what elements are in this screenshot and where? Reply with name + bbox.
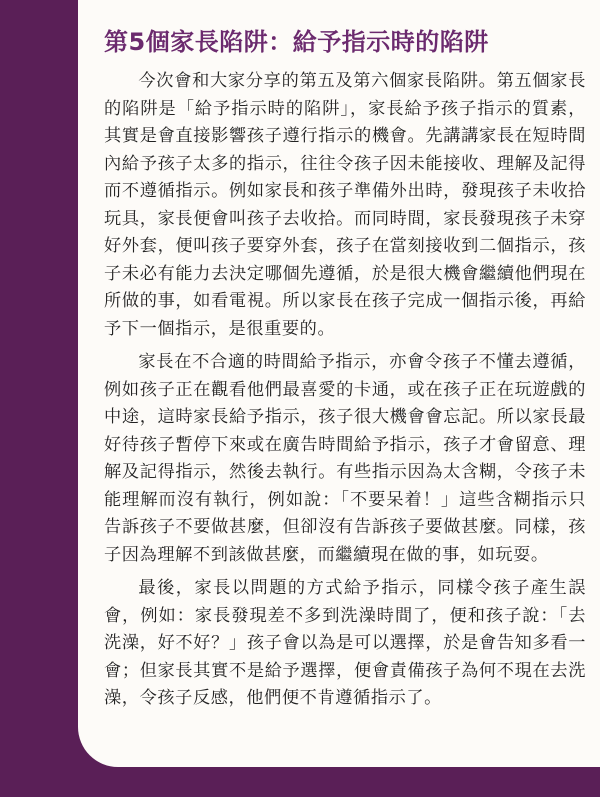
article-body bbox=[104, 68, 586, 719]
paragraph-3: 最後，家長以問題的方式給予指示，同樣令孩子產生誤會，例如：家長發現差不多到洗澡時間了，便和孩子說：「去洗澡，好不好？」孩子會以為是可以選擇，於是會告知多看一會；但家長其實不是給予選擇，便會責備孩子為何不現在去洗澡，令孩子反感，他們便不肯遵循指示了。 bbox=[104, 578, 586, 708]
paragraph-1: 今次會和大家分享的第五及第六個家長陷阱。第五個家長的陷阱是「給予指示時的陷阱」，家長給予孩子指示的質素，其實是會直接影響孩子遵行指示的機會。先講講家長在短時間內給予孩子太多的指示，往往令孩子因未能接收、理解及記得而不遵循指示。例如家長和孩子準備外出時，發現孩子未收拾玩具，家長便會叫孩子去收拾。而同時間，家長發現孩子未穿好外套，便叫孩子要穿外套，孩子在當刻接收到二個指示，孩子未必有能力去決定哪個先遵循，於是很大機會繼續他們現在所做的事，如看電視。所以家長在孩子完成一個指示後，再給予下一個指示，是很重要的。 bbox=[104, 71, 586, 339]
paragraph-2: 家長在不合適的時間給予指示，亦會令孩子不懂去遵循，例如孩子正在觀看他們最喜愛的卡通，或在孩子正在玩遊戲的中途，這時家長給予指示，孩子很大機會會忘記。所以家長最好待孩子暫停下來或在廣告時間給予指示，孩子才會留意、理解及記得指示，然後去執行。有些指示因為太含糊，令孩子未能理解而沒有執行，例如說：「不要呆着！」這些含糊指示只告訴孩子不要做甚麼，但卻沒有告訴孩子要做甚麼。同樣，孩子因為理解不到該做甚麼，而繼續現在做的事，如玩耍。 bbox=[104, 352, 586, 565]
article-title: 第5個家長陷阱：給予指示時的陷阱 bbox=[104, 28, 489, 56]
decorative-side-band bbox=[0, 0, 78, 797]
